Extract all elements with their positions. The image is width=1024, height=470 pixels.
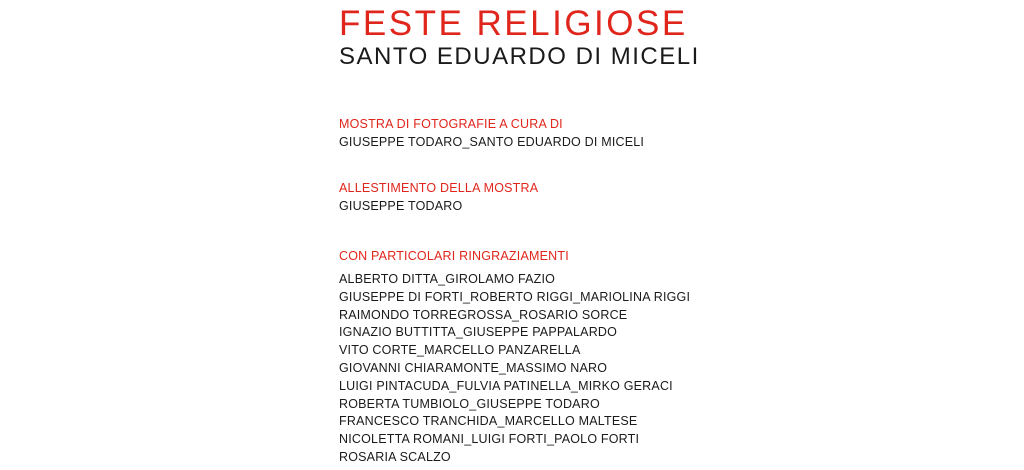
thanks-item: RAIMONDO TORREGROSSA_ROSARIO SORCE [339,307,628,322]
thanks-list [339,271,690,467]
thanks-item: ROSARIA SCALZO [339,449,451,464]
thanks-item: FRANCESCO TRANCHIDA_MARCELLO MALTESE [339,414,638,429]
page-title: FESTE RELIGIOSE [339,4,688,43]
thanks-item: GIUSEPPE DI FORTI_ROBERTO RIGGI_MARIOLINA RIGGI [339,289,691,304]
curator-value: GIUSEPPE TODARO_SANTO EDUARDO DI MICELI [339,135,645,149]
setup-label: ALLESTIMENTO DELLA MOSTRA [339,181,539,195]
thanks-item: ALBERTO DITTA_GIROLAMO FAZIO [339,272,556,286]
setup-value: GIUSEPPE TODARO [339,199,463,213]
thanks-label: CON PARTICOLARI RINGRAZIAMENTI [339,249,569,263]
curator-label: MOSTRA DI FOTOGRAFIE A CURA DI [339,117,563,131]
thanks-item: ROBERTA TUMBIOLO_GIUSEPPE TODARO [339,396,600,411]
thanks-item: NICOLETTA ROMANI_LUIGI FORTI_PAOLO FORTI [339,432,640,447]
thanks-item: LUIGI PINTACUDA_FULVIA PATINELLA_MIRKO GERACI [339,378,673,393]
thanks-item: IGNAZIO BUTTITTA_GIUSEPPE PAPPALARDO [339,325,618,340]
thanks-item: GIOVANNI CHIARAMONTE_MASSIMO NARO [339,360,608,375]
page-subtitle: SANTO EDUARDO DI MICELI [339,43,700,70]
thanks-item: VITO CORTE_MARCELLO PANZARELLA [339,343,581,358]
